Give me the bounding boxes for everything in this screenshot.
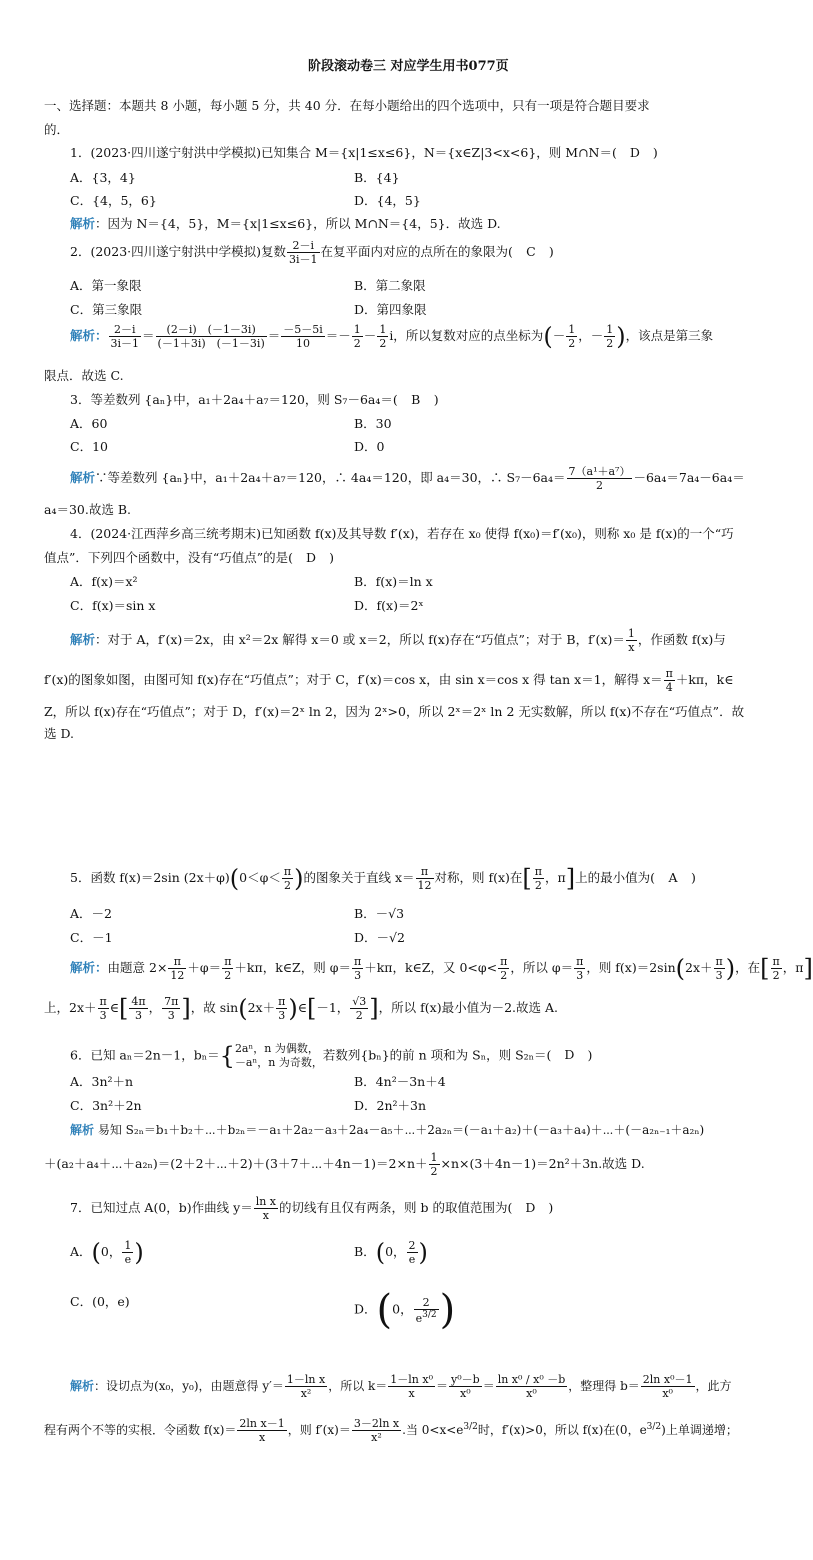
- frac-den: 3: [99, 1009, 107, 1022]
- frac: [109, 324, 142, 349]
- q2-a-text: i，所以复数对应的点坐标为: [389, 328, 544, 343]
- frac-den: 2: [355, 1009, 363, 1022]
- analysis-label: 解析：: [70, 960, 108, 975]
- q1-option-a: A．{3，4}: [70, 170, 136, 185]
- q2-analysis: 解析： $\frac{2-i}{3i-1}$ ＝ $\frac{(2-i) (-1-3i)}{(-1+3i) (-1-3i)}$ ＝ $\frac{-5-5i}{10}$ ＝－ $\frac{1}{2}$ － $\frac{1}{2}$ i，所以复数对应的点坐标为(－ $\frac{1}{2}$ ，－ $\frac{1}{2}$ )，该点是第三象: [70, 322, 714, 351]
- frac-den: 12: [417, 879, 432, 892]
- frac-den: 2: [772, 969, 780, 982]
- q5-close: ): [691, 870, 696, 885]
- frac-num: 7π: [164, 995, 179, 1008]
- frac-num: π: [353, 955, 362, 968]
- frac-den: 3i－1: [110, 337, 140, 350]
- q4-analysis-line1: [70, 628, 726, 653]
- t: A．: [70, 1244, 92, 1259]
- frac-num: 1: [124, 1239, 132, 1252]
- t: 程有两个不等的实根．令函数 f(x)＝: [44, 1423, 237, 1437]
- q3-close: ): [433, 392, 439, 407]
- frac-num: －5－5i: [283, 323, 323, 336]
- frac-num: 1－ln x⁰: [390, 1373, 433, 1386]
- t: ，在: [735, 960, 761, 975]
- frac-num: π: [416, 866, 434, 879]
- paren: (: [91, 1238, 101, 1267]
- frac-den: x²: [300, 1387, 312, 1400]
- analysis-label: 解析: [70, 1123, 95, 1137]
- t: B．: [354, 1244, 376, 1259]
- frac: [122, 1240, 133, 1265]
- q1-analysis-text: ：因为 N＝{4，5}，M＝{x|1≤x≤6}，所以 M∩N＝{4，5}．故选 D.: [95, 216, 501, 231]
- frac-den: 3: [135, 1009, 142, 1022]
- frac-den: x: [408, 1387, 415, 1400]
- q3-option-b: B．30: [354, 416, 392, 431]
- q5-option-a: A．－2: [70, 906, 112, 921]
- frac: [533, 866, 544, 891]
- frac: [449, 1374, 482, 1399]
- q2-option-c: C．第三象限: [70, 302, 143, 317]
- paren: ): [725, 954, 736, 983]
- frac: [254, 1196, 278, 1221]
- q5-stem-pre: 5．函数 f(x)＝2sin (2x＋φ): [70, 870, 230, 885]
- bracket: ]: [369, 994, 379, 1023]
- t: 0，: [385, 1244, 406, 1259]
- frac-num: π: [500, 955, 508, 968]
- section-intro-line1: 一、选择题：本题共 8 小题，每小题 5 分，共 40 分．在每小题给出的四个选项中，只有一项是符合题目要求: [44, 98, 650, 113]
- paren: (: [375, 1238, 386, 1267]
- t: ＋(a₂＋a₄＋⋯＋a₂ₙ)＝(2＋2＋⋯＋2)＋(3＋7＋⋯＋4n－1)＝2×n＋: [44, 1156, 428, 1171]
- t: )上单调递增；: [661, 1423, 738, 1437]
- frac-num: 7（a¹＋a⁷）: [568, 465, 631, 478]
- frac-den: 2: [430, 1165, 438, 1178]
- frac-num: ln x⁰ / x⁰ －b: [497, 1373, 566, 1386]
- q4-option-b: B．f(x)＝ln x: [354, 574, 433, 589]
- frac-num: 1: [379, 323, 387, 336]
- frac: [98, 996, 109, 1021]
- q6-case2: －aⁿ，n 为奇数，: [234, 1055, 323, 1069]
- frac-den: 2: [534, 879, 542, 892]
- t: ×n×(3＋4n－1)＝2n²＋3n.故选 D.: [440, 1156, 645, 1171]
- frac-num: π: [715, 955, 723, 968]
- frac-num: 4π: [131, 995, 146, 1008]
- q6-analysis-line2: [44, 1152, 645, 1177]
- frac-den: 2: [595, 479, 603, 492]
- q1-option-b: B．{4}: [354, 170, 400, 185]
- q4-a2-pre: f′(x)的图象如图，由图可知 f(x)存在“巧值点”；对于 C，f′(x)＝cos x，由 sin x＝cos x 得 tan x＝1，解得 x＝: [44, 672, 663, 687]
- t: 6．已知 aₙ＝2n－1，bₙ＝: [70, 1047, 220, 1063]
- t: ＋φ＝: [187, 960, 222, 975]
- frac: [352, 324, 363, 349]
- exponent: 3/2: [463, 1422, 478, 1432]
- t: 0，: [392, 1301, 413, 1317]
- frac-num: π: [168, 956, 186, 969]
- paren: (: [376, 1287, 393, 1333]
- frac-num: 1: [606, 323, 614, 336]
- frac-den: x: [628, 641, 635, 654]
- bracket: [: [306, 994, 317, 1023]
- frac-den: 3: [167, 1009, 175, 1022]
- frac: [281, 324, 325, 349]
- q4-option-d: D．f(x)＝2ˣ: [354, 598, 424, 613]
- paren: (: [229, 864, 240, 893]
- q7-option-d: [354, 1287, 456, 1333]
- q6-answer: D: [564, 1047, 575, 1063]
- paren: (: [543, 322, 553, 351]
- frac-den: x⁰: [526, 1387, 537, 1400]
- frac-den: 2: [283, 879, 291, 892]
- t: ＋kπ，k∈Z，则 φ＝: [234, 960, 351, 975]
- q7-option-a: [70, 1240, 144, 1265]
- frac: [282, 866, 293, 891]
- q6-stem: [70, 1042, 592, 1070]
- t: ，所以 φ＝: [510, 960, 574, 975]
- frac-den: x⁰: [460, 1387, 471, 1400]
- frac-num: 1: [627, 627, 635, 640]
- q3-a-pre: ∵等差数列 {aₙ}中，a₁＋2a₄＋a₇＝120，∴ 4a₄＝120，即 a₄＝30，∴ S₇－6a₄＝: [95, 470, 566, 485]
- q1-stem: [70, 147, 658, 160]
- q2-a-minus: －: [363, 328, 377, 343]
- q1-option-c: C．{4，5，6}: [70, 193, 157, 208]
- frac: [574, 956, 585, 981]
- bracket: ]: [181, 994, 191, 1023]
- frac-num: 2－i: [109, 324, 142, 337]
- q2-option-b: B．第二象限: [354, 278, 426, 293]
- frac-num: π: [576, 955, 584, 968]
- q2-option-a: A．第一象限: [70, 278, 142, 293]
- q3-a-post: －6a₄＝7a₄－6a₄＝: [633, 470, 745, 485]
- frac-den: 3: [354, 969, 362, 982]
- frac-den: 2: [568, 337, 576, 350]
- t: ＝: [436, 1379, 449, 1393]
- frac: [429, 1152, 440, 1177]
- t: ：设切点为(x₀，y₀)，由题意得 y′＝: [94, 1379, 284, 1393]
- exponent: 3/2: [422, 1309, 437, 1320]
- frac: [129, 996, 147, 1021]
- frac-den: x: [262, 1209, 269, 1222]
- analysis-label: 解析: [70, 1379, 95, 1393]
- t: ，则 f′(x)＝: [287, 1423, 351, 1437]
- q4-stem-line1: 4．(2024·江西萍乡高三统考期末)已知函数 f(x)及其导数 f′(x)，若存在 x₀ 使得 f(x₀)＝f′(x₀)，则称 x₀ 是 f(x)的一个“巧: [70, 526, 734, 541]
- e-base: e: [415, 1311, 423, 1325]
- paren: ): [616, 322, 626, 351]
- frac-den: 3i－1: [289, 253, 318, 266]
- frac: [641, 1374, 695, 1399]
- frac: [377, 324, 388, 349]
- frac-den: 3: [576, 969, 584, 982]
- frac-num: 1－ln x: [286, 1373, 326, 1386]
- t: 若数列{bₙ}的前 n 项和为 Sₙ，则 S₂ₙ＝(: [322, 1047, 552, 1063]
- paren: ): [134, 1238, 144, 1267]
- paren: ): [294, 864, 304, 893]
- t: D．: [354, 1301, 377, 1317]
- t: 时，f′(x)>0，所以 f(x)在(0，e: [477, 1423, 647, 1437]
- t: 7．已知过点 A(0，b)作曲线 y＝: [70, 1200, 253, 1215]
- q1-answer: D: [629, 145, 640, 160]
- t: 0，: [100, 1244, 122, 1259]
- t: 由题意 2×: [107, 960, 168, 975]
- frac: [162, 996, 180, 1021]
- frac-den: 3: [715, 969, 723, 982]
- q4-option-a: A．f(x)＝x²: [70, 574, 138, 589]
- q6-option-b: B．4n²－3n＋4: [354, 1074, 446, 1089]
- frac: [352, 956, 363, 981]
- t: ＝: [482, 1379, 495, 1393]
- t: ＋kπ，k∈Z，又 0<φ<: [364, 960, 498, 975]
- frac-den: e: [124, 1253, 132, 1266]
- q4-a1-post: ，作函数 f(x)与: [637, 632, 726, 647]
- frac-den: e: [408, 1253, 416, 1266]
- frac: [156, 324, 267, 349]
- frac-num: 2: [414, 1297, 439, 1310]
- analysis-label: 解析: [70, 632, 96, 647]
- frac-den: 2: [500, 969, 508, 982]
- frac-num: 2－i: [287, 240, 320, 253]
- t: －1，: [316, 1000, 350, 1015]
- paren: (: [675, 954, 686, 983]
- frac: [285, 1374, 327, 1399]
- frac: [222, 956, 233, 981]
- t: ，故 sin: [190, 1000, 239, 1015]
- t: ，π: [782, 960, 804, 975]
- q4-a2-post: ＋kπ，k∈: [675, 672, 734, 687]
- q5-stem-mid2: 对称，则 f(x)在: [434, 870, 523, 885]
- q2-stem: [70, 240, 554, 265]
- q3-analysis-line2: a₄＝30.故选 B.: [44, 502, 131, 517]
- frac-num: π: [665, 667, 673, 680]
- frac-den: 12: [170, 969, 185, 982]
- q3-stem-text: 3．等差数列 {aₙ}中，a₁＋2a₄＋a₇＝120，则 S₇－6a₄＝(: [70, 392, 398, 407]
- frac-den: 2: [224, 969, 232, 982]
- paren: ): [439, 1287, 456, 1333]
- q3-answer: B: [411, 392, 421, 407]
- brace: {: [219, 1041, 235, 1070]
- frac: [276, 996, 287, 1021]
- frac: [566, 324, 577, 349]
- frac: [168, 956, 186, 981]
- t: 上，2x＋: [44, 1000, 97, 1015]
- frac-num: 1: [430, 1151, 438, 1164]
- frac-num: π: [283, 865, 292, 878]
- frac: [496, 1374, 568, 1399]
- frac: [407, 1240, 418, 1265]
- q5-analysis-line1: [70, 956, 813, 981]
- q4-close: ): [329, 550, 334, 565]
- frac-num: π: [534, 865, 543, 878]
- q7-close: ): [548, 1200, 554, 1215]
- frac-num: 2ln x⁰－1: [642, 1373, 693, 1386]
- frac: [604, 324, 615, 349]
- frac: [416, 866, 434, 891]
- bracket: [: [119, 994, 129, 1023]
- frac-num: y⁰－b: [451, 1373, 480, 1386]
- q4-analysis-line4: 选 D.: [44, 726, 75, 741]
- q4-a1-pre: ：对于 A，f′(x)＝2x，由 x²＝2x 解得 x＝0 或 x＝2，所以 f(x)存在“巧值点”；对于 B，f′(x)＝: [95, 632, 625, 647]
- frac: [350, 996, 368, 1021]
- section-intro-line2: 的．: [44, 122, 70, 137]
- frac-den: 3: [278, 1009, 286, 1022]
- frac-num: π: [772, 955, 780, 968]
- frac-den: [414, 1310, 439, 1324]
- frac: [714, 956, 725, 981]
- t: .当 0<x<e: [402, 1423, 464, 1437]
- bracket: ]: [565, 864, 576, 893]
- frac-den: x⁰: [662, 1387, 673, 1400]
- frac-den: x²: [371, 1431, 382, 1444]
- analysis-label: 解析: [70, 216, 96, 231]
- frac-num: 1: [353, 323, 361, 336]
- q5-option-c: C．－1: [70, 930, 113, 945]
- paren: (: [238, 994, 248, 1023]
- frac: [626, 628, 637, 653]
- q7-stem: [70, 1196, 553, 1221]
- q2-stem-pre: 2．(2023·四川遂宁射洪中学模拟)复数: [70, 244, 286, 259]
- q1-analysis: [70, 218, 501, 231]
- paren: ): [288, 994, 298, 1023]
- q6-cases: [235, 1042, 323, 1070]
- t: ∈: [109, 1000, 120, 1015]
- frac: [498, 956, 509, 981]
- analysis-label: 解析: [70, 470, 96, 485]
- q5-stem-post: 上的最小值为(: [575, 870, 655, 885]
- t: 2x＋: [685, 960, 713, 975]
- q2-a-tail: ，该点是第三象: [625, 328, 714, 343]
- q7-answer: D: [525, 1200, 536, 1215]
- paren: ): [418, 1238, 428, 1267]
- q7-option-c: C．(0，e): [70, 1294, 130, 1309]
- frac-num: π: [278, 995, 286, 1008]
- q1-option-d: D．{4，5}: [354, 193, 421, 208]
- q2-close: ): [548, 244, 554, 259]
- q5-answer: A: [668, 870, 678, 885]
- q2-option-d: D．第四象限: [354, 302, 427, 317]
- exponent: 3/2: [646, 1422, 662, 1432]
- frac-num: π: [224, 955, 232, 968]
- q7-option-b: [354, 1240, 428, 1265]
- q5-option-b: B．－√3: [354, 906, 405, 921]
- frac-num: 3－2ln x: [353, 1417, 400, 1430]
- q4-analysis-line3: Z，所以 f(x)存在“巧值点”；对于 D，f′(x)＝2ˣ ln 2，因为 2ˣ>0，所以 2ˣ＝2ˣ ln 2 无实数解，所以 f(x)不存在“巧值点”．故: [44, 704, 745, 719]
- t: ，所以 f(x)最小值为－2.故选 A.: [378, 1000, 558, 1015]
- frac-den: 2: [379, 337, 387, 350]
- q6-analysis-line1: [70, 1124, 704, 1136]
- frac: [664, 668, 675, 693]
- q6-option-c: C．3n²＋2n: [70, 1098, 142, 1113]
- frac-num: 1: [568, 323, 576, 336]
- frac: [771, 956, 782, 981]
- q6-case1: 2aⁿ，n 为偶数，: [234, 1042, 319, 1055]
- frac-num: ln x: [255, 1195, 277, 1208]
- q5-option-d: D．－√2: [354, 930, 405, 945]
- q5-stem-mid: 的图象关于直线 x＝: [303, 870, 415, 885]
- frac-num: π: [99, 995, 107, 1008]
- bracket: [: [760, 954, 770, 983]
- t: 的切线有且仅有两条，则 b 的取值范围为(: [279, 1200, 513, 1215]
- frac: [237, 1418, 286, 1443]
- t: ，则 f(x)＝2sin: [586, 960, 676, 975]
- page-title: 阶段滚动卷三 对应学生用书077页: [308, 59, 509, 74]
- t: ，所以 k＝: [328, 1379, 388, 1393]
- q2-stem-fraction: [287, 240, 320, 265]
- q3-option-c: C．10: [70, 439, 108, 454]
- q2-a-mid: ＝－: [325, 328, 351, 343]
- frac-den: x: [258, 1431, 266, 1444]
- q5-stem: [70, 866, 696, 891]
- q1-stem-text: 1．(2023·四川遂宁射洪中学模拟)已知集合 M＝{x|1≤x≤6}，N＝{x∈Z|3<x<6}，则 M∩N＝(: [70, 145, 617, 160]
- q1-close: ): [652, 145, 658, 160]
- frac-num: (2－i) (－1－3i): [156, 324, 267, 337]
- q6-close: ): [587, 1047, 593, 1063]
- q7-analysis-line2: [44, 1418, 738, 1443]
- frac-den: 10: [296, 337, 311, 350]
- frac-num: 2: [408, 1239, 416, 1252]
- q3-option-a: A．60: [70, 416, 108, 431]
- q6-option-d: D．2n²＋3n: [354, 1098, 427, 1113]
- frac: [414, 1297, 439, 1324]
- frac-den: 2: [353, 337, 361, 350]
- q2-answer: C: [526, 244, 536, 259]
- bracket: ]: [803, 954, 813, 983]
- q5-stem-int: ，π: [545, 870, 566, 885]
- t: ，: [148, 1000, 162, 1015]
- frac-den: 2: [606, 337, 614, 350]
- t: 2x＋: [247, 1000, 276, 1015]
- t: ，整理得 b＝: [568, 1379, 640, 1393]
- frac-den: 4: [665, 681, 673, 694]
- frac: [388, 1374, 435, 1399]
- q7-analysis-line1: [70, 1374, 732, 1399]
- bracket: [: [522, 864, 532, 893]
- q3-option-d: D．0: [354, 439, 385, 454]
- frac-num: 2ln x－1: [239, 1417, 285, 1430]
- t: ∈: [297, 1000, 307, 1015]
- q4-analysis-line2: [44, 668, 733, 693]
- frac-num: √3: [352, 995, 367, 1008]
- q4-answer: D: [306, 550, 317, 565]
- q3-analysis: [70, 466, 745, 491]
- q5-analysis-line2: [44, 996, 558, 1021]
- q4-option-c: C．f(x)＝sin x: [70, 598, 156, 613]
- q2-stem-post: 在复平面内对应的点所在的象限为(: [320, 244, 513, 259]
- frac: [567, 466, 633, 491]
- frac-den: (－1＋3i) (－1－3i): [157, 337, 265, 350]
- q5-cond: 0＜φ＜: [239, 870, 281, 885]
- q3-stem: [70, 394, 439, 407]
- frac: [352, 1418, 401, 1443]
- t: 易知 S₂ₙ＝b₁＋b₂＋⋯＋b₂ₙ＝－a₁＋2a₂－a₃＋2a₄－a₅＋⋯＋2a₂ₙ＝(－a₁＋a₂)＋(－a₃＋a₄)＋⋯＋(－a₂ₙ₋₁＋a₂ₙ): [97, 1123, 705, 1137]
- t: ，此方: [695, 1379, 732, 1393]
- analysis-label: 解析：: [70, 328, 108, 343]
- q6-option-a: A．3n²＋n: [70, 1074, 134, 1089]
- q2-analysis-line2: 限点．故选 C.: [44, 368, 124, 383]
- q4-stem-line2: [44, 552, 334, 565]
- q4-stem2-text: 值点”．下列四个函数中，没有“巧值点”的是(: [44, 550, 294, 565]
